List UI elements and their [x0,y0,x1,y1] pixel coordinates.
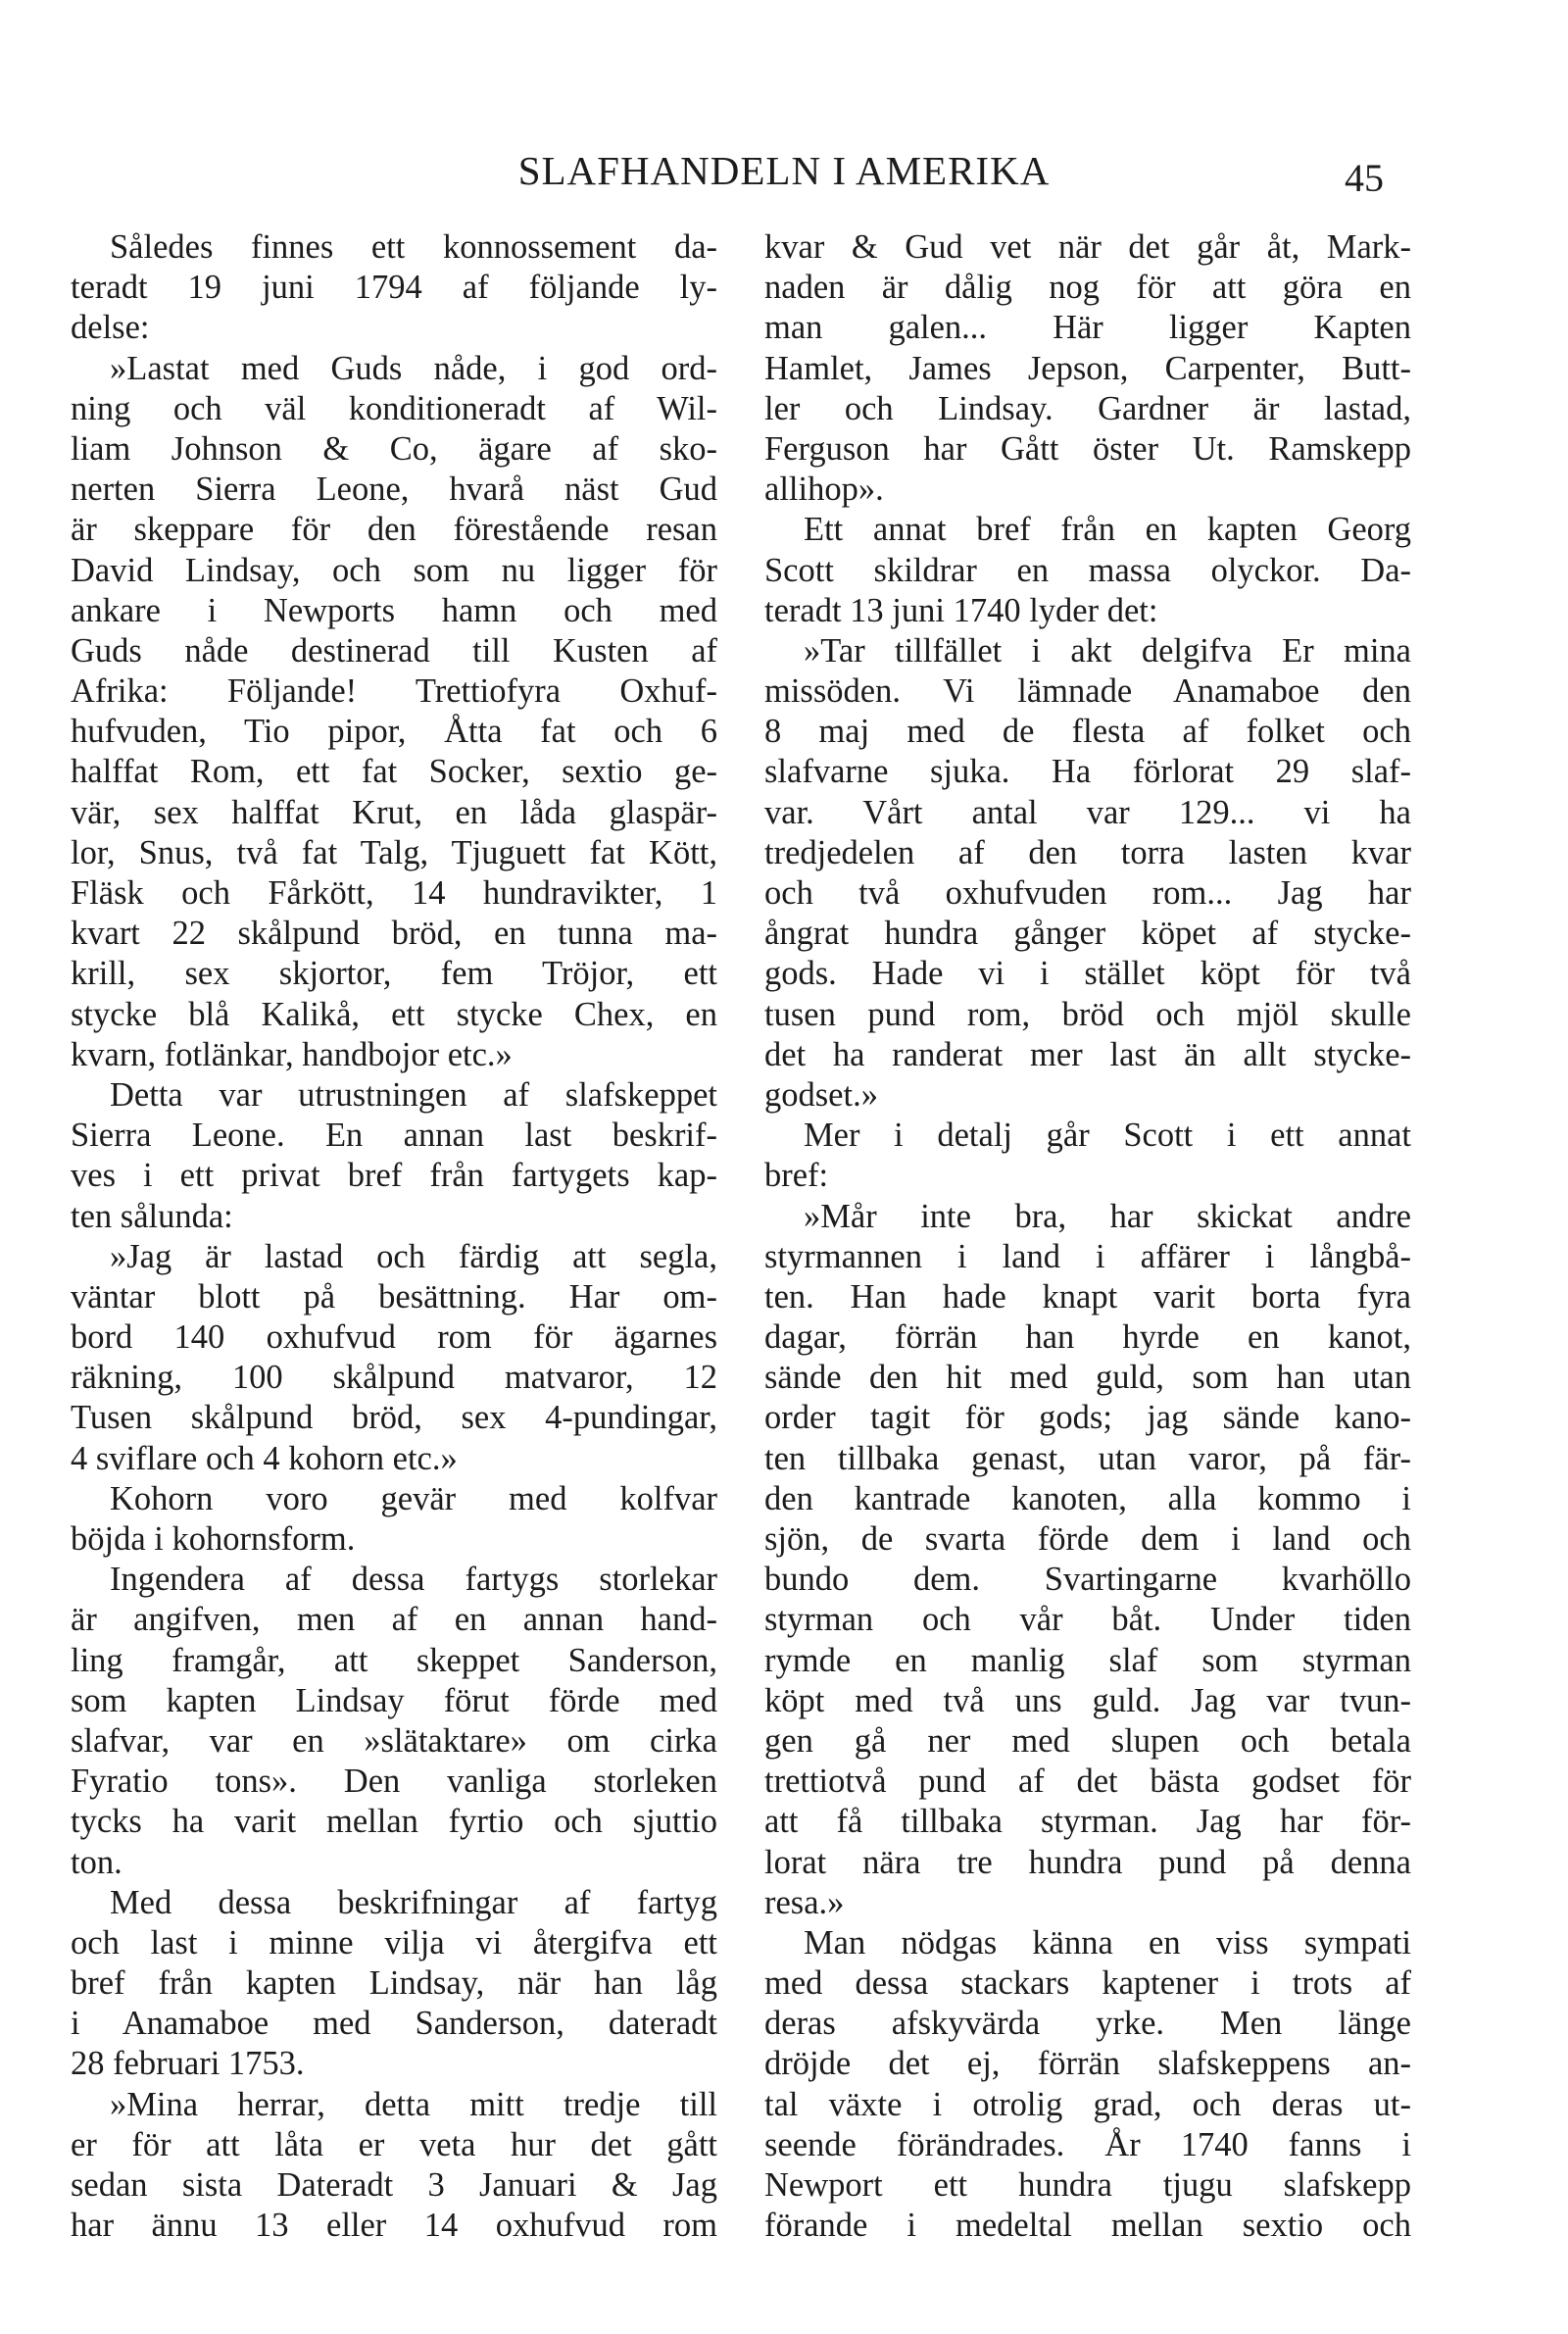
text-line: ning och väl konditioneradt af Wil- [71,389,717,427]
text-line: er för att låta er veta hur det gått [71,2125,717,2163]
running-header: SLAFHANDELN I AMERIKA [517,148,1051,193]
text-line: krill, sex skjortor, fem Tröjor, ett [71,955,717,993]
text-line: Ett annat bref från en kapten Georg [804,511,1411,549]
text-line: ling framgår, att skeppet Sanderson, [71,1641,717,1679]
text-line: ångrat hundra gånger köpet af stycke- [764,915,1411,953]
text-line: Detta var utrustningen af slafskeppet [110,1075,717,1114]
text-line: dröjde det ej, förrän slafskeppens an- [764,2045,1411,2083]
text-line: tusen pund rom, bröd och mjöl skulle [764,995,1411,1033]
text-line: i Anamaboe med Sanderson, dateradt [71,2005,717,2043]
text-line: hufvuden, Tio pipor, Åtta fat och 6 [71,713,717,751]
text-line: ankare i Newports hamn och med [71,591,717,629]
text-line: »Jag är lastad och färdig att segla, [110,1237,717,1275]
text-line: var. Vårt antal var 129... vi ha [764,793,1411,831]
text-line: liam Johnson & Co, ägare af sko- [71,429,717,468]
text-line: kvar & Gud vet när det går åt, Mark- [764,228,1411,266]
text-line: deras afskyvärda yrke. Men länge [764,2005,1411,2043]
text-line: räkning, 100 skålpund matvaror, 12 [71,1359,717,1397]
text-line: dagar, förrän han hyrde en kanot, [764,1318,1411,1357]
text-line: gods. Hade vi i stället köpt för två [764,955,1411,993]
text-line: nerten Sierra Leone, hvarå näst Gud [71,471,717,509]
text-line: och två oxhufvuden rom... Jag har [764,874,1411,912]
text-line: ves i ett privat bref från fartygets kap- [71,1157,717,1195]
text-line: vär, sex halffat Krut, en låda glaspär- [71,793,717,831]
text-line: förande i medeltal mellan sextio och [764,2207,1411,2245]
text-line: ten sålunda: [71,1197,233,1235]
text-line: tycks ha varit mellan fyrtio och sjuttio [71,1803,717,1841]
text-line: sjön, de svarta förde dem i land och [764,1520,1411,1558]
text-line: Afrika: Följande! Trettiofyra Oxhuf- [71,672,717,711]
text-line: Tusen skålpund bröd, sex 4-pundingar, [71,1399,717,1437]
text-line: godset.» [764,1075,878,1114]
text-line: stycke blå Kalikå, ett stycke Chex, en [71,995,717,1033]
text-line: 28 februari 1753. [71,2045,305,2083]
text-line: 8 maj med de flesta af folket och [764,713,1411,751]
text-line: lorat nära tre hundra pund på denna [764,1843,1411,1881]
text-line: Kohorn voro gevär med kolfvar [110,1479,717,1517]
text-line: missöden. Vi lämnade Anamaboe den [764,672,1411,711]
text-line: bref: [764,1157,829,1195]
text-line: Med dessa beskrifningar af fartyg [110,1883,717,1921]
text-line: rymde en manlig slaf som styrman [764,1641,1411,1679]
text-line: »Lastat med Guds nåde, i god ord- [110,349,717,387]
text-line: Således finnes ett konnossement da- [110,228,717,266]
text-line: Fyratio tons». Den vanliga storleken [71,1763,717,1801]
text-line: tal växte i otrolig grad, och deras ut- [764,2085,1411,2123]
text-line: naden är dålig nog för att göra en [764,269,1411,307]
text-line: Ingendera af dessa fartygs storlekar [110,1561,717,1599]
text-line: kvarn, fotlänkar, handbojor etc.» [71,1035,513,1073]
text-line: Newport ett hundra tjugu slafskepp [764,2166,1411,2204]
text-line: köpt med två uns guld. Jag var tvun- [764,1681,1411,1719]
text-line: det ha randerat mer last än allt stycke- [764,1035,1411,1073]
text-line: »Tar tillfället i akt delgifva Er mina [804,631,1411,670]
text-line: order tagit för gods; jag sände kano- [764,1399,1411,1437]
text-line: tredjedelen af den torra lasten kvar [764,833,1411,871]
text-line: slafvarne sjuka. Ha förlorat 29 slaf- [764,753,1411,791]
text-line: Ferguson har Gått öster Ut. Ramskepp [764,429,1411,468]
text-line: sedan sista Dateradt 3 Januari & Jag [71,2166,717,2204]
text-line: bord 140 oxhufvud rom för ägarnes [71,1318,717,1357]
text-line: styrmannen i land i affärer i långbå- [764,1237,1411,1275]
text-line: väntar blott på besättning. Har om- [71,1277,717,1316]
text-line: 4 sviflare och 4 kohorn etc.» [71,1439,458,1477]
right-column [764,227,1411,2246]
text-line: delse: [71,309,150,347]
text-line: böjda i kohornsform. [71,1520,356,1558]
text-line: ton. [71,1843,122,1881]
text-line: lor, Snus, två fat Talg, Tjuguett fat Kött, [71,833,717,871]
text-line: som kapten Lindsay förut förde med [71,1681,717,1719]
text-line: halffat Rom, ett fat Socker, sextio ge- [71,753,717,791]
text-line: Scott skildrar en massa olyckor. Da- [764,551,1411,589]
text-line: man galen... Här ligger Kapten [764,309,1411,347]
text-line: Hamlet, James Jepson, Carpenter, Butt- [764,349,1411,387]
text-line: allihop». [764,471,884,509]
text-line: med dessa stackars kaptener i trots af [764,1964,1411,2003]
text-line: kvart 22 skålpund bröd, en tunna ma- [71,915,717,953]
text-line: Guds nåde destinerad till Kusten af [71,631,717,670]
text-line: bref från kapten Lindsay, när han låg [71,1964,717,2003]
text-line: har ännu 13 eller 14 oxhufvud rom [71,2207,717,2245]
text-line: är skeppare för den förestående resan [71,511,717,549]
text-line: trettiotvå pund af det bästa godset för [764,1763,1411,1801]
text-line: slafvar, var en »slätaktare» om cirka [71,1721,717,1760]
text-line: ten. Han hade knapt varit borta fyra [764,1277,1411,1316]
text-line: styrman och vår båt. Under tiden [764,1601,1411,1639]
text-line: Man nödgas känna en viss sympati [804,1923,1411,1962]
text-line: ler och Lindsay. Gardner är lastad, [764,389,1411,427]
left-column [71,227,717,2246]
text-line: Mer i detalj går Scott i ett annat [804,1117,1411,1155]
text-line: gen gå ner med slupen och betala [764,1721,1411,1760]
text-line: »Mina herrar, detta mitt tredje till [110,2085,717,2123]
text-line: att få tillbaka styrman. Jag har för- [764,1803,1411,1841]
text-line: den kantrade kanoten, alla kommo i [764,1479,1411,1517]
text-line: Sierra Leone. En annan last beskrif- [71,1117,717,1155]
text-line: och last i minne vilja vi återgifva ett [71,1923,717,1962]
text-line: resa.» [764,1883,845,1921]
text-line: seende förändrades. År 1740 fanns i [764,2125,1411,2163]
text-line: sände den hit med guld, som han utan [764,1359,1411,1397]
text-line: teradt 19 juni 1794 af följande ly- [71,269,717,307]
text-line: bundo dem. Svartingarne kvarhöllo [764,1561,1411,1599]
text-line: Fläsk och Fårkött, 14 hundravikter, 1 [71,874,717,912]
page-number: 45 [1345,156,1384,200]
text-line: David Lindsay, och som nu ligger för [71,551,717,589]
text-line: teradt 13 juni 1740 lyder det: [764,591,1158,629]
text-line: »Mår inte bra, har skickat andre [804,1197,1411,1235]
text-line: ten tillbaka genast, utan varor, på fär- [764,1439,1411,1477]
text-line: är angifven, men af en annan hand- [71,1601,717,1639]
